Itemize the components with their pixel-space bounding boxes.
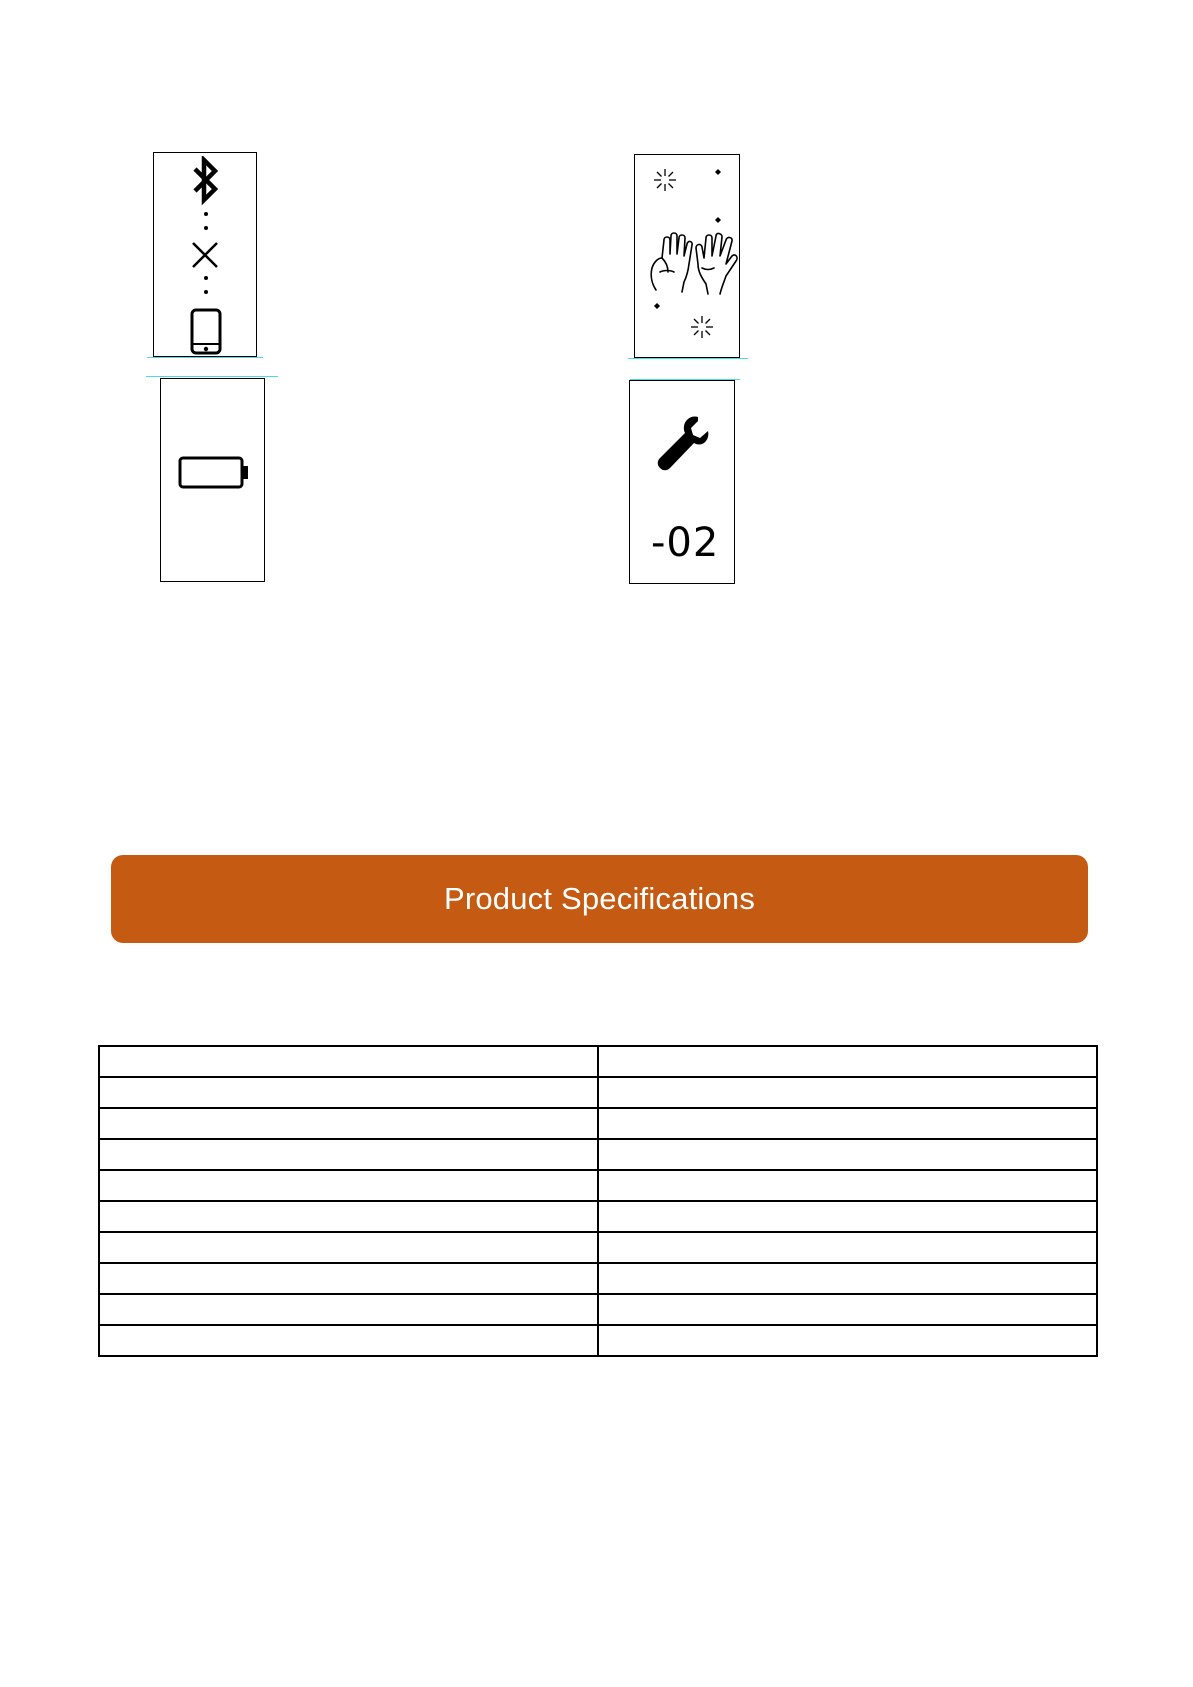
dots-icon [202, 210, 210, 234]
hands-icon [646, 228, 740, 298]
spec-value [598, 1263, 1097, 1294]
spec-value [598, 1139, 1097, 1170]
spec-value [598, 1294, 1097, 1325]
spec-label [99, 1108, 598, 1139]
spec-label [99, 1232, 598, 1263]
spec-value [598, 1077, 1097, 1108]
spec-label [99, 1046, 598, 1077]
table-row [99, 1232, 1097, 1263]
display-low-battery [160, 378, 265, 582]
divider-line [147, 357, 263, 358]
spec-label [99, 1325, 598, 1356]
spec-table [98, 1045, 1098, 1357]
display-bluetooth-disconnected [153, 152, 257, 357]
table-row [99, 1170, 1097, 1201]
sparkle-icon [652, 167, 678, 193]
divider-line [146, 376, 278, 377]
spec-label [99, 1201, 598, 1232]
dot-icon [715, 217, 721, 223]
display-error [629, 380, 735, 584]
x-icon [190, 240, 220, 270]
battery-empty-icon [178, 456, 250, 489]
table-row [99, 1294, 1097, 1325]
spec-value [598, 1232, 1097, 1263]
spec-label [99, 1077, 598, 1108]
spec-label [99, 1170, 598, 1201]
spec-value [598, 1170, 1097, 1201]
dot-icon [715, 169, 721, 175]
table-row [99, 1108, 1097, 1139]
divider-line [628, 358, 748, 359]
spec-value [598, 1108, 1097, 1139]
spec-label [99, 1139, 598, 1170]
spec-label [99, 1263, 598, 1294]
phone-icon [190, 308, 222, 355]
wrench-icon [654, 413, 710, 473]
spec-value [598, 1046, 1097, 1077]
section-title: Product Specifications [443, 881, 756, 916]
table-row [99, 1046, 1097, 1077]
bluetooth-icon [187, 156, 223, 206]
table-row [99, 1201, 1097, 1232]
table-row [99, 1325, 1097, 1356]
dots-icon [202, 274, 210, 298]
spec-value [598, 1201, 1097, 1232]
table-row [99, 1139, 1097, 1170]
sparkle-icon [689, 314, 715, 340]
spec-value [598, 1325, 1097, 1356]
section-banner [111, 855, 1088, 943]
display-wash-hands [634, 154, 740, 358]
spec-label [99, 1294, 598, 1325]
dot-icon [654, 303, 660, 309]
table-row [99, 1263, 1097, 1294]
table-row [99, 1077, 1097, 1108]
error-code: -02 [651, 520, 720, 566]
